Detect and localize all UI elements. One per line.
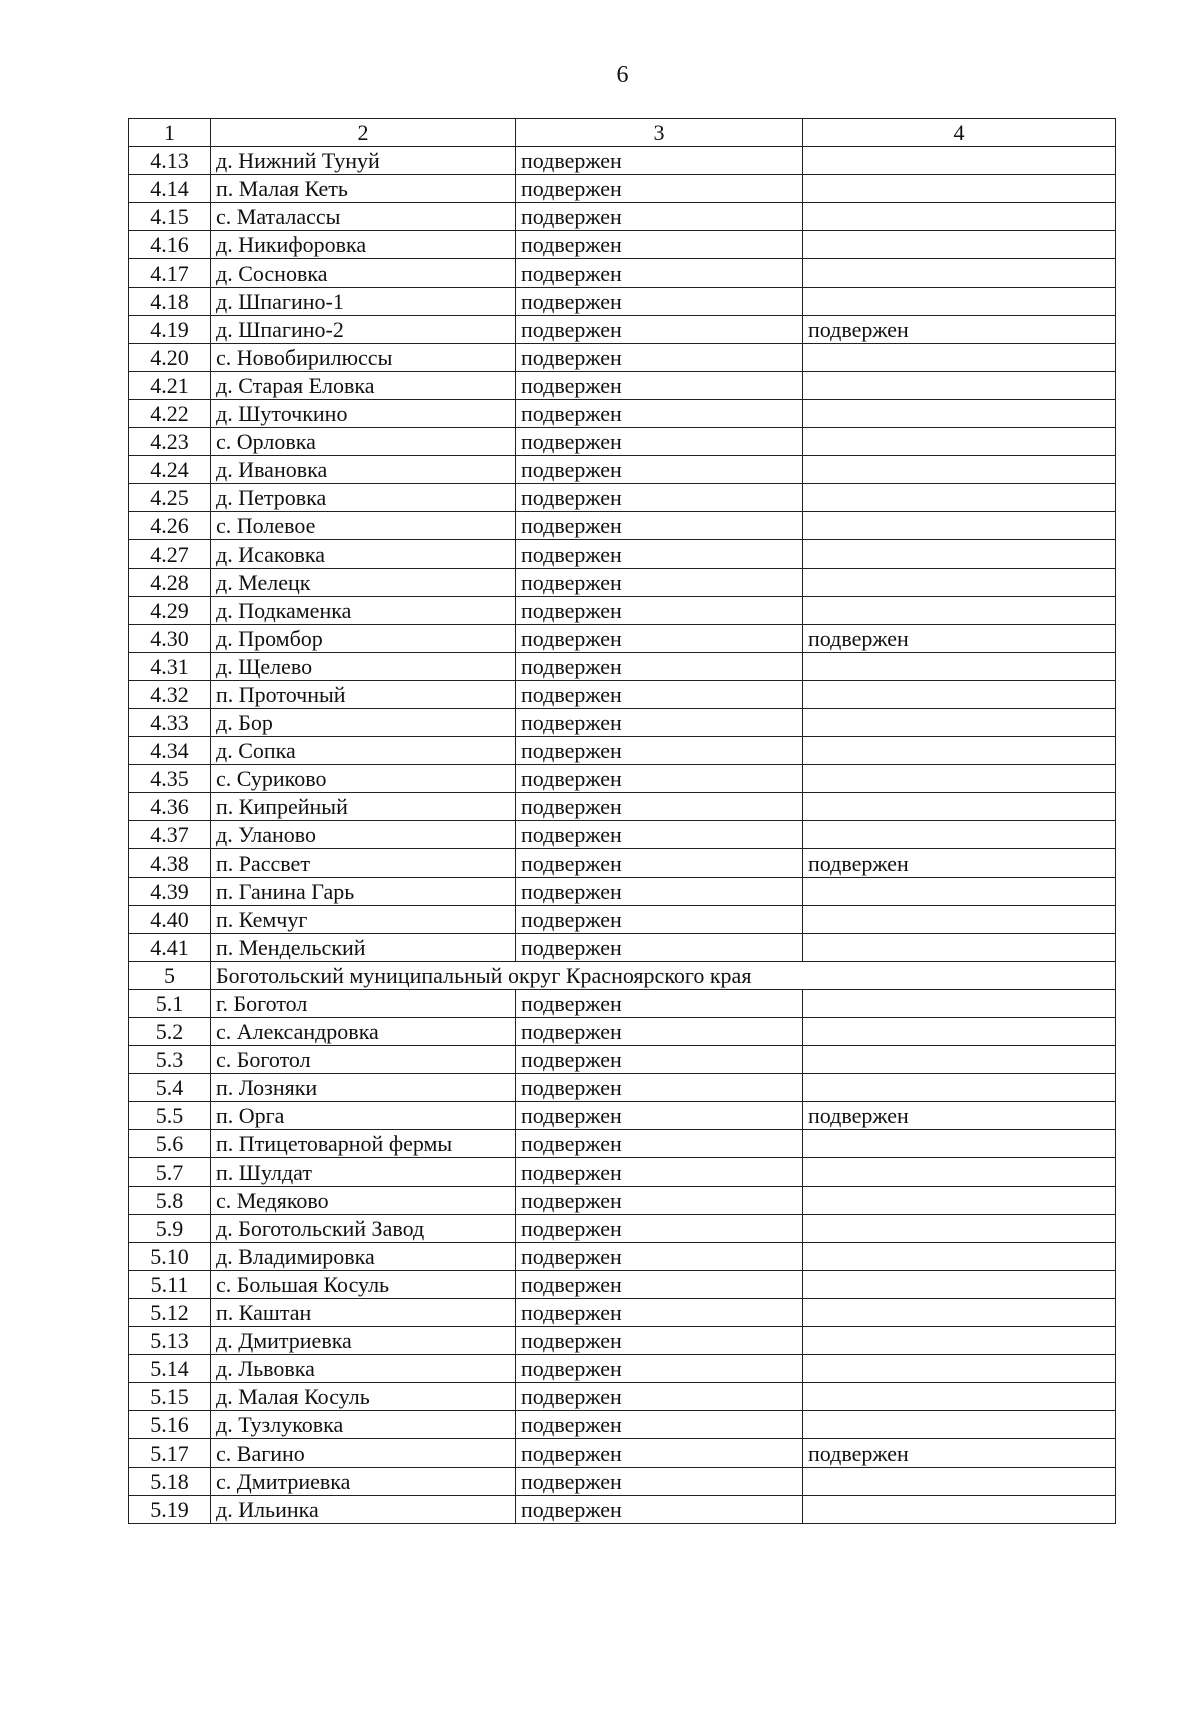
column-4-value <box>803 1214 1116 1242</box>
settlement-name: д. Дмитриевка <box>211 1327 516 1355</box>
column-4-value <box>803 1242 1116 1270</box>
table-row <box>129 1074 1116 1102</box>
column-4-value <box>803 1130 1116 1158</box>
section-row <box>129 961 1116 989</box>
row-number: 5.16 <box>129 1411 211 1439</box>
row-number: 4.37 <box>129 821 211 849</box>
column-4-value <box>803 512 1116 540</box>
settlement-name: д. Тузлуковка <box>211 1411 516 1439</box>
column-4-value <box>803 1355 1116 1383</box>
table-row <box>129 680 1116 708</box>
row-number: 5.4 <box>129 1074 211 1102</box>
table-row <box>129 1158 1116 1186</box>
settlement-name: п. Рассвет <box>211 849 516 877</box>
table-row <box>129 1298 1116 1326</box>
row-number: 5.6 <box>129 1130 211 1158</box>
settlement-name: с. Большая Косуль <box>211 1270 516 1298</box>
column-3-value: подвержен <box>516 399 803 427</box>
column-3-value: подвержен <box>516 456 803 484</box>
settlement-name: д. Шуточкино <box>211 399 516 427</box>
column-3-value: подвержен <box>516 1074 803 1102</box>
settlement-name: д. Промбор <box>211 624 516 652</box>
column-3-value: подвержен <box>516 484 803 512</box>
table-row <box>129 1383 1116 1411</box>
row-number: 4.13 <box>129 147 211 175</box>
table-row <box>129 399 1116 427</box>
table-row <box>129 877 1116 905</box>
column-4-value <box>803 1270 1116 1298</box>
column-4-value <box>803 793 1116 821</box>
row-number: 5.19 <box>129 1495 211 1523</box>
column-4-value <box>803 1158 1116 1186</box>
settlements-table <box>128 118 1116 1524</box>
settlement-name: с. Медяково <box>211 1186 516 1214</box>
column-4-value <box>803 1186 1116 1214</box>
row-number: 5.12 <box>129 1298 211 1326</box>
settlement-name: п. Мендельский <box>211 933 516 961</box>
column-3-value: подвержен <box>516 708 803 736</box>
column-4-value <box>803 737 1116 765</box>
settlement-name: д. Малая Косуль <box>211 1383 516 1411</box>
row-number: 4.38 <box>129 849 211 877</box>
table-row <box>129 849 1116 877</box>
column-4-value <box>803 1074 1116 1102</box>
table-row <box>129 821 1116 849</box>
row-number: 4.35 <box>129 765 211 793</box>
settlement-name: д. Старая Еловка <box>211 371 516 399</box>
settlement-name: д. Петровка <box>211 484 516 512</box>
settlement-name: д. Сосновка <box>211 259 516 287</box>
column-3-value: подвержен <box>516 1467 803 1495</box>
column-4-value <box>803 933 1116 961</box>
table-row <box>129 315 1116 343</box>
table-row <box>129 1018 1116 1046</box>
settlement-name: д. Ивановка <box>211 456 516 484</box>
settlement-name: п. Лозняки <box>211 1074 516 1102</box>
table-row <box>129 1102 1116 1130</box>
row-number: 5.2 <box>129 1018 211 1046</box>
column-3-value: подвержен <box>516 231 803 259</box>
column-4-value <box>803 1495 1116 1523</box>
table-row <box>129 708 1116 736</box>
column-4-value <box>803 877 1116 905</box>
row-number: 4.24 <box>129 456 211 484</box>
settlement-name: п. Орга <box>211 1102 516 1130</box>
column-3-value: подвержен <box>516 1242 803 1270</box>
row-number: 5.1 <box>129 989 211 1017</box>
table-row <box>129 540 1116 568</box>
column-3-value: подвержен <box>516 1439 803 1467</box>
column-3-value: подвержен <box>516 1270 803 1298</box>
row-number: 4.17 <box>129 259 211 287</box>
table-row <box>129 287 1116 315</box>
column-3-value: подвержен <box>516 203 803 231</box>
table-row <box>129 203 1116 231</box>
row-number: 5.10 <box>129 1242 211 1270</box>
row-number: 4.20 <box>129 343 211 371</box>
settlement-name: п. Каштан <box>211 1298 516 1326</box>
column-3-value: подвержен <box>516 624 803 652</box>
column-4-value: подвержен <box>803 315 1116 343</box>
row-number: 4.33 <box>129 708 211 736</box>
column-4-value <box>803 484 1116 512</box>
column-3-value: подвержен <box>516 821 803 849</box>
column-4-value <box>803 287 1116 315</box>
row-number: 4.30 <box>129 624 211 652</box>
settlement-name: с. Александровка <box>211 1018 516 1046</box>
row-number: 5 <box>129 961 211 989</box>
column-3-value: подвержен <box>516 933 803 961</box>
table-row <box>129 1495 1116 1523</box>
settlement-name: д. Боготольский Завод <box>211 1214 516 1242</box>
column-4-value <box>803 1046 1116 1074</box>
settlement-name: с. Новобирилюссы <box>211 343 516 371</box>
column-4-value <box>803 259 1116 287</box>
row-number: 4.18 <box>129 287 211 315</box>
column-3-value: подвержен <box>516 1046 803 1074</box>
table-row <box>129 652 1116 680</box>
column-3-value: подвержен <box>516 1355 803 1383</box>
column-4-value <box>803 1383 1116 1411</box>
column-4-value: подвержен <box>803 624 1116 652</box>
row-number: 5.3 <box>129 1046 211 1074</box>
settlement-name: д. Сопка <box>211 737 516 765</box>
settlement-name: д. Нижний Тунуй <box>211 147 516 175</box>
table-header-row <box>129 119 1116 147</box>
table-row <box>129 456 1116 484</box>
table-row <box>129 428 1116 456</box>
column-4-value <box>803 652 1116 680</box>
row-number: 5.18 <box>129 1467 211 1495</box>
row-number: 4.28 <box>129 568 211 596</box>
table-body <box>129 119 1116 1524</box>
column-3-value: подвержен <box>516 315 803 343</box>
settlement-name: д. Бор <box>211 708 516 736</box>
row-number: 5.5 <box>129 1102 211 1130</box>
settlement-name: д. Щелево <box>211 652 516 680</box>
settlement-name: с. Суриково <box>211 765 516 793</box>
row-number: 5.9 <box>129 1214 211 1242</box>
column-4-value <box>803 1018 1116 1046</box>
table-row <box>129 933 1116 961</box>
column-4-value: подвержен <box>803 1102 1116 1130</box>
column-4-value: подвержен <box>803 849 1116 877</box>
row-number: 5.15 <box>129 1383 211 1411</box>
row-number: 4.19 <box>129 315 211 343</box>
settlement-name: п. Шулдат <box>211 1158 516 1186</box>
column-3-value: подвержен <box>516 175 803 203</box>
column-3-value: подвержен <box>516 1411 803 1439</box>
settlement-name: г. Боготол <box>211 989 516 1017</box>
table-row <box>129 1130 1116 1158</box>
table-row <box>129 259 1116 287</box>
table-row <box>129 1270 1116 1298</box>
column-4-value <box>803 596 1116 624</box>
row-number: 5.17 <box>129 1439 211 1467</box>
row-number: 4.22 <box>129 399 211 427</box>
section-title: Боготольский муниципальный округ Красноярского края <box>211 961 1116 989</box>
column-3-value: подвержен <box>516 877 803 905</box>
table-row <box>129 1046 1116 1074</box>
table-row <box>129 1355 1116 1383</box>
column-3-value: подвержен <box>516 1102 803 1130</box>
column-3-value: подвержен <box>516 1383 803 1411</box>
table-row <box>129 568 1116 596</box>
column-4-value <box>803 708 1116 736</box>
column-4-value <box>803 680 1116 708</box>
column-3-value: подвержен <box>516 1214 803 1242</box>
row-number: 5.8 <box>129 1186 211 1214</box>
column-3-value: подвержен <box>516 1495 803 1523</box>
settlement-name: д. Ильинка <box>211 1495 516 1523</box>
column-header-4: 4 <box>803 119 1116 147</box>
settlement-name: п. Кемчуг <box>211 905 516 933</box>
row-number: 4.25 <box>129 484 211 512</box>
column-3-value: подвержен <box>516 1158 803 1186</box>
table-row <box>129 1214 1116 1242</box>
table-row <box>129 231 1116 259</box>
settlement-name: д. Никифоровка <box>211 231 516 259</box>
row-number: 4.27 <box>129 540 211 568</box>
row-number: 4.40 <box>129 905 211 933</box>
column-4-value <box>803 821 1116 849</box>
column-3-value: подвержен <box>516 512 803 540</box>
table-row <box>129 624 1116 652</box>
settlement-name: д. Исаковка <box>211 540 516 568</box>
row-number: 5.13 <box>129 1327 211 1355</box>
column-3-value: подвержен <box>516 1298 803 1326</box>
column-4-value <box>803 1467 1116 1495</box>
column-4-value <box>803 231 1116 259</box>
column-4-value <box>803 1411 1116 1439</box>
column-4-value <box>803 1327 1116 1355</box>
column-4-value <box>803 147 1116 175</box>
column-header-1: 1 <box>129 119 211 147</box>
column-4-value <box>803 399 1116 427</box>
row-number: 4.32 <box>129 680 211 708</box>
column-4-value <box>803 989 1116 1017</box>
column-4-value <box>803 203 1116 231</box>
column-3-value: подвержен <box>516 259 803 287</box>
table-row <box>129 512 1116 540</box>
table-row <box>129 596 1116 624</box>
table-row <box>129 1186 1116 1214</box>
row-number: 4.29 <box>129 596 211 624</box>
row-number: 4.15 <box>129 203 211 231</box>
column-4-value <box>803 1298 1116 1326</box>
column-3-value: подвержен <box>516 737 803 765</box>
column-3-value: подвержен <box>516 652 803 680</box>
row-number: 4.39 <box>129 877 211 905</box>
table-row <box>129 343 1116 371</box>
column-3-value: подвержен <box>516 568 803 596</box>
column-4-value: подвержен <box>803 1439 1116 1467</box>
column-3-value: подвержен <box>516 765 803 793</box>
column-3-value: подвержен <box>516 596 803 624</box>
column-4-value <box>803 540 1116 568</box>
column-4-value <box>803 765 1116 793</box>
column-3-value: подвержен <box>516 287 803 315</box>
settlement-name: п. Кипрейный <box>211 793 516 821</box>
table-row <box>129 737 1116 765</box>
column-4-value <box>803 568 1116 596</box>
row-number: 4.31 <box>129 652 211 680</box>
table-row <box>129 147 1116 175</box>
settlement-name: д. Шпагино-1 <box>211 287 516 315</box>
table-row <box>129 175 1116 203</box>
row-number: 4.36 <box>129 793 211 821</box>
table-row <box>129 1327 1116 1355</box>
settlement-name: с. Маталассы <box>211 203 516 231</box>
column-3-value: подвержен <box>516 371 803 399</box>
column-3-value: подвержен <box>516 1018 803 1046</box>
column-header-3: 3 <box>516 119 803 147</box>
row-number: 4.34 <box>129 737 211 765</box>
settlement-name: с. Вагино <box>211 1439 516 1467</box>
column-header-2: 2 <box>211 119 516 147</box>
settlement-name: д. Шпагино-2 <box>211 315 516 343</box>
column-3-value: подвержен <box>516 905 803 933</box>
table-row <box>129 765 1116 793</box>
column-3-value: подвержен <box>516 989 803 1017</box>
row-number: 4.21 <box>129 371 211 399</box>
row-number: 5.14 <box>129 1355 211 1383</box>
settlement-name: д. Уланово <box>211 821 516 849</box>
column-3-value: подвержен <box>516 147 803 175</box>
column-3-value: подвержен <box>516 1130 803 1158</box>
settlement-name: п. Проточный <box>211 680 516 708</box>
table-row <box>129 793 1116 821</box>
column-3-value: подвержен <box>516 849 803 877</box>
column-3-value: подвержен <box>516 793 803 821</box>
table-row <box>129 1467 1116 1495</box>
row-number: 4.23 <box>129 428 211 456</box>
row-number: 5.11 <box>129 1270 211 1298</box>
column-3-value: подвержен <box>516 428 803 456</box>
page-number: 6 <box>616 62 629 88</box>
column-4-value <box>803 175 1116 203</box>
column-4-value <box>803 428 1116 456</box>
table-row <box>129 989 1116 1017</box>
table-row <box>129 1411 1116 1439</box>
column-3-value: подвержен <box>516 1186 803 1214</box>
table-row <box>129 371 1116 399</box>
row-number: 5.7 <box>129 1158 211 1186</box>
settlement-name: д. Львовка <box>211 1355 516 1383</box>
table-row <box>129 1242 1116 1270</box>
settlement-name: п. Малая Кеть <box>211 175 516 203</box>
column-4-value <box>803 343 1116 371</box>
column-4-value <box>803 905 1116 933</box>
row-number: 4.14 <box>129 175 211 203</box>
column-3-value: подвержен <box>516 1327 803 1355</box>
column-4-value <box>803 456 1116 484</box>
table-row <box>129 1439 1116 1467</box>
settlement-name: с. Дмитриевка <box>211 1467 516 1495</box>
settlement-name: д. Подкаменка <box>211 596 516 624</box>
column-4-value <box>803 371 1116 399</box>
row-number: 4.16 <box>129 231 211 259</box>
settlement-name: д. Владимировка <box>211 1242 516 1270</box>
row-number: 4.26 <box>129 512 211 540</box>
settlement-name: с. Полевое <box>211 512 516 540</box>
settlement-name: д. Мелецк <box>211 568 516 596</box>
settlement-name: п. Ганина Гарь <box>211 877 516 905</box>
column-3-value: подвержен <box>516 680 803 708</box>
table-row <box>129 484 1116 512</box>
settlement-name: п. Птицетоварной фермы <box>211 1130 516 1158</box>
column-3-value: подвержен <box>516 343 803 371</box>
row-number: 4.41 <box>129 933 211 961</box>
settlement-name: с. Орловка <box>211 428 516 456</box>
table-row <box>129 905 1116 933</box>
column-3-value: подвержен <box>516 540 803 568</box>
settlement-name: с. Боготол <box>211 1046 516 1074</box>
